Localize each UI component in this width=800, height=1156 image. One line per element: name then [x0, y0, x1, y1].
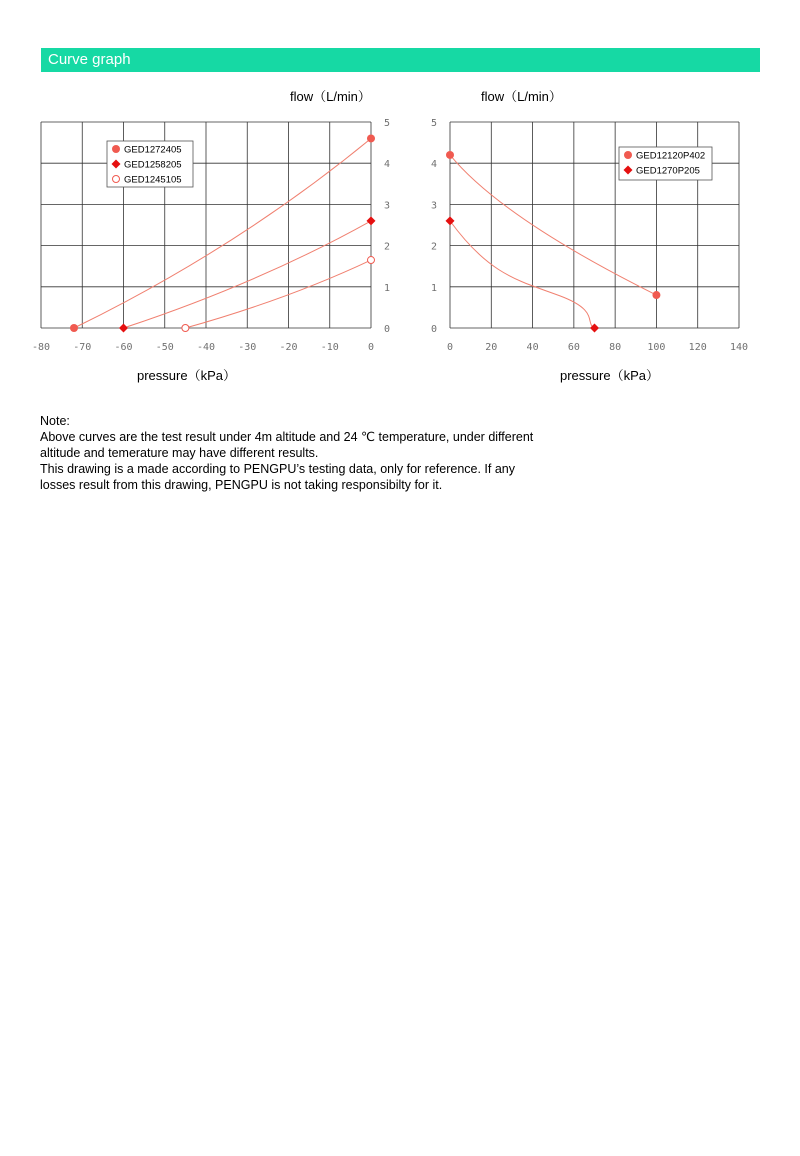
- note-line: losses result from this drawing, PENGPU is not taking responsibilty for it.: [40, 478, 443, 492]
- legend-entry: GED1270P205: [636, 165, 700, 177]
- x-tick-label: 100: [647, 342, 666, 353]
- x-tick-label: 40: [526, 342, 539, 353]
- y-tick-label: 4: [383, 159, 391, 171]
- legend-entry: GED1258205: [124, 159, 182, 171]
- chart2-ylabel: flow（L/min）: [481, 89, 562, 104]
- series-point-marker: [446, 151, 454, 159]
- chart1-xlabel: pressure（kPa）: [137, 368, 236, 383]
- y-tick-label: 3: [383, 200, 391, 212]
- x-tick-label: 0: [367, 342, 375, 353]
- y-tick-label: 4: [430, 159, 438, 171]
- note-heading: Note:: [40, 414, 70, 428]
- series-point-marker: [652, 291, 660, 299]
- legend-entry: GED1245105: [124, 174, 182, 186]
- x-tick-label: 140: [729, 342, 749, 353]
- series-point-marker: [446, 216, 455, 225]
- y-tick-label: 2: [430, 241, 438, 253]
- legend-entry: GED12120P402: [636, 150, 706, 162]
- x-tick-label: 80: [609, 342, 622, 353]
- chart-2: [0, 0, 800, 400]
- y-tick-label: 0: [383, 324, 391, 335]
- x-tick-label: 60: [567, 342, 580, 353]
- x-tick-label: -10: [320, 342, 339, 353]
- y-tick-label: 0: [430, 324, 438, 335]
- x-tick-label: 20: [485, 342, 498, 353]
- x-tick-label: 120: [688, 342, 707, 353]
- note-line: This drawing is a made according to PENGPU’s testing data, only for reference. If any: [40, 462, 515, 476]
- y-tick-label: 5: [430, 118, 438, 129]
- x-tick-label: -40: [196, 342, 216, 353]
- y-tick-label: 3: [430, 200, 438, 212]
- y-tick-label: 1: [383, 282, 391, 294]
- note-line: Above curves are the test result under 4m altitude and 24 ℃ temperature, under different: [40, 430, 534, 444]
- y-tick-label: 5: [383, 118, 391, 129]
- note-line: altitude and temerature may have different results.: [40, 446, 319, 460]
- chart1-ylabel: flow（L/min）: [290, 89, 371, 104]
- x-tick-label: -80: [31, 342, 51, 353]
- legend-marker: [624, 151, 632, 159]
- y-tick-label: 1: [430, 282, 438, 294]
- x-tick-label: -60: [114, 342, 133, 353]
- x-tick-label: -50: [155, 342, 174, 353]
- y-tick-label: 2: [383, 241, 391, 253]
- x-tick-label: -30: [238, 342, 257, 353]
- note-block: [40, 413, 600, 493]
- legend-entry: GED1272405: [124, 144, 182, 156]
- x-tick-label: -20: [279, 342, 298, 353]
- x-tick-label: 0: [446, 342, 454, 353]
- series-line: [450, 221, 595, 328]
- x-tick-label: -70: [73, 342, 92, 353]
- chart2-xlabel: pressure（kPa）: [560, 368, 659, 383]
- section-title: Curve graph: [48, 51, 131, 68]
